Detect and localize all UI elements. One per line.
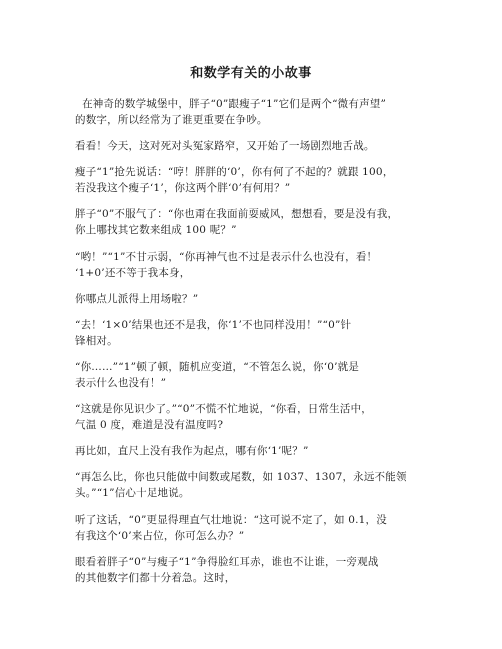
paragraph-line: 若没我这个瘦子‘1’，你这两个胖‘0’有何用？” xyxy=(75,182,291,194)
paragraph-line: 在神奇的数学城堡中，胖子“0”跟瘦子“1”它们是两个“微有声望” xyxy=(75,98,387,110)
paragraph-line: 的其他数字们都十分着急。这时， xyxy=(75,572,236,584)
paragraph-line: 听了这话，“0”更显得理直气壮地说：“这可说不定了，如 0.1，没 xyxy=(75,514,387,526)
paragraph-line: 表示什么也没有！” xyxy=(75,377,167,389)
paragraph-line: 有我这个‘0’来占位，你可怎么办？” xyxy=(75,530,245,542)
paragraph-line: ‘1+0’还不等于我本身， xyxy=(75,267,191,279)
paragraph-line: 看看！今天，这对死对头冤家路窄，又开始了一场剧烈地舌战。 xyxy=(75,140,375,152)
paragraph-line: 你哪点儿派得上用场啦？” xyxy=(75,293,199,305)
paragraph-line: 眼看着胖子“0”与瘦子“1”争得脸红耳赤，谁也不让谁，一旁观战 xyxy=(75,556,379,568)
paragraph-line: “再怎么比，你也只能做中间数或尾数，如 1037、1307，永远不能领 xyxy=(75,471,407,483)
paragraph-line: “去！‘1×0’结果也还不是我，你‘1’不也同样没用！”“0”针 xyxy=(75,319,352,331)
paragraph-line: 锋相对。 xyxy=(75,335,118,347)
paragraph-line: 胖子“0”不服气了：“你也甭在我面前耍威风，想想看，要是没有我， xyxy=(75,208,399,220)
paragraph-line: 你上哪找其它数来组成 100 呢？” xyxy=(75,224,237,236)
paragraph-line: “哟！”“1”不甘示弱，“你再神气也不过是表示什么也没有，看！ xyxy=(75,251,378,263)
paragraph-line: 头。”“1”信心十足地说。 xyxy=(75,487,190,499)
paragraph-line: 再比如，直尺上没有我作为起点，哪有你‘1’呢？” xyxy=(75,445,309,457)
paragraph-line: 的数字，所以经常为了谁更重要在争吵。 xyxy=(75,114,268,126)
paragraph-line: “这就是你见识少了。”“0”不慌不忙地说，“你看，日常生活中， xyxy=(75,403,372,415)
paragraph-line: “你……”“1”顿了顿，随机应变道，“不管怎么说，你‘0’就是 xyxy=(75,361,360,373)
paragraph-line: 气温 0 度，难道是没有温度吗? xyxy=(75,419,224,431)
paragraph-line: 瘦子“1”抢先说话：“哼！胖胖的‘0’，你有何了不起的？就跟 100， xyxy=(75,166,394,178)
document-title: 和数学有关的小故事 xyxy=(190,66,312,81)
